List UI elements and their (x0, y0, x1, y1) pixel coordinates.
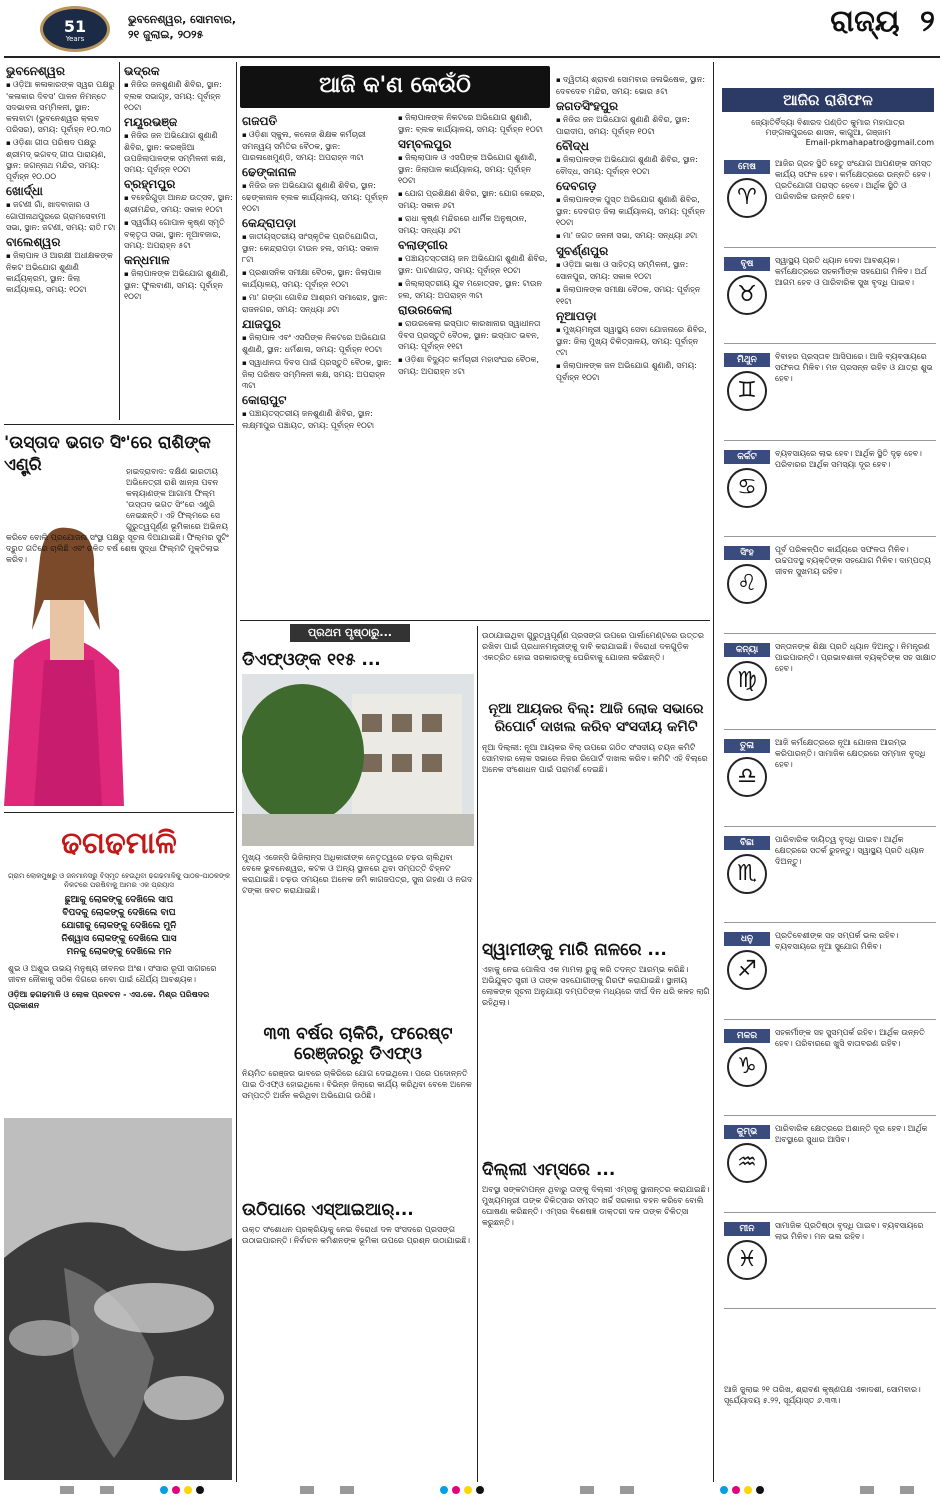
city-heading: ଜଗତସିଂହପୁର (556, 99, 619, 113)
panjika-text: ଆଜି ଜୁଲାଇ ୨୧ ତାରିଖ, ଶ୍ରାବଣ କୃଷ୍ଣପକ୍ଷ ଏକାଦଶୀ, ସୋମବାର। ସୂର୍ଯ୍ୟୋଦୟ ୫.୨୨, ସୂର୍ଯ୍ୟାସ୍ତ ୬.୩୩। (724, 1385, 921, 1405)
proverb-line: ଛୁଆକୁ ଲୋକଙ୍କୁ ଦେଖିଲେ ସାପ (64, 895, 174, 905)
zodiac-symbol-icon: ♏ (727, 854, 767, 894)
zodiac-separator (724, 1019, 936, 1020)
utsav-headline: 'ଉସ୍ତାଦ ଭଗତ ସିଂ'ରେ ରାଶିଙ୍କ ଏଣ୍ଟ୍ରି (4, 433, 211, 475)
city-heading: ଢେଙ୍କାନାଳ (242, 165, 297, 179)
print-registration-strip (0, 1484, 945, 1497)
horoscope-title: ଆଜିର ରାଶିଫଳ (722, 88, 934, 112)
event-item: ▪ ରାଉରକେଲା ଇସ୍ପାତ କାରଖାନାର ସ୍ୱାଧୀନତା ଦିବସ ପ୍ରସ୍ତୁତି ବୈଠକ, ସ୍ଥାନ: ଇସ୍ପାତ ଭବନ, ସମୟ: ପୂର୍ବାହ୍ନ ୧୧ଟା (398, 318, 548, 352)
event-item: ▪ ଓଡ଼ିଆ କଳାକାରଙ୍କ ସ୍ୱର ପକ୍ଷରୁ 'କଳାକାର ଦିବସ' ପାଳନ ନିମନ୍ତେ ସଦଭାବନା ସମ୍ମିଳନୀ, ସ୍ଥାନ: କଳାବାଟା (ଭୁବନେଶ୍ୱର କ୍ଲବ ପରିସର), ସମୟ: ପୂର୍ବାହ୍ନ ୧୦.୩୦ (6, 79, 116, 135)
dfo-headline: ଡିଏଫ୍‌ଓଙ୍କ ୧୧୫ ... (242, 650, 381, 670)
events-col-1 (6, 62, 116, 418)
proverb-line: ମନକୁ ଲୋକଙ୍କୁ ଦେଖିଲେ ମନ (66, 947, 172, 957)
utsav-text: ହାଇଦ୍ରାବାଦ: ଦକ୍ଷିଣ ଭାରତୀୟ ଅଭିନେତ୍ରୀ ରାଶି ଖାନ୍ନା ପବନ କଲ୍ୟାଣଙ୍କ ଆଗାମୀ ଫିଲ୍ମ 'ଉସ୍ତାଦ ଭଗତ ସିଂ'ରେ ଏଣ୍ଟ୍ରି ନେଇଛନ୍ତି। ଏହି ଫିଲ୍ମରେ ସେ ଗୁରୁତ୍ୱପୂର୍ଣ୍ଣ ଭୂମିକାରେ ଅଭିନୟ କରିବେ ବୋଲି ପ୍ରଯୋଜନା ସଂସ୍ଥା ପକ୍ଷରୁ ସୂଚନା ଦିଆଯାଇଛି। ଫିଲ୍ମର ସୁଟିଂ ଦ୍ରୁତ ଗତିରେ ଚାଲିଛି ଏବଂ ଚଳିତ ବର୍ଷ ଶେଷ ସୁଦ୍ଧା ଫିଲ୍ମଟି ମୁକ୍ତିଲାଭ କରିବ। (6, 467, 229, 564)
events-col-2 (124, 62, 234, 418)
zodiac-badge (724, 836, 770, 898)
zodiac-badge (724, 1029, 770, 1091)
zodiac-prediction: ବ୍ୟବସାୟରେ ଲାଭ ହେବ। ଆର୍ଥିକ ସ୍ଥିତି ଦୃଢ଼ ହେବ। ପରିବାରର ଆର୍ଥିକ ସମସ୍ୟା ଦୂର ହେବ। (775, 448, 922, 469)
events-col-5 (556, 74, 710, 619)
zodiac-prediction: ପ୍ରତିବେଶୀଙ୍କ ସହ ସମ୍ପର୍କ ଭଲ ରହିବ। ବ୍ୟବସାୟରେ ନୂଆ ସୁଯୋଗ ମିଳିବ। (775, 931, 899, 951)
event-item: ▪ ନିଜିର ଜନ ଅଭିଯୋଗ ଶୁଣାଣି ଶିବିର, ସ୍ଥାନ: ପାରାଦୀପ, ସମୟ: ପୂର୍ବାହ୍ନ ୧୦ଟା (556, 114, 710, 137)
zodiac-prediction: ବିବାହର ପ୍ରସ୍ତାବ ଆସିପାରେ। ଆଜି ବ୍ୟବସାୟରେ ସଫଳତା ମିଳିବ। ମନ ପ୍ରସନ୍ନ ରହିବ ଓ ଯାତ୍ରା ଶୁଭ ହେବ। (775, 352, 933, 383)
aiims-headline: ଦିଲ୍ଲୀ ଏମ୍ସରେ ... (482, 1160, 616, 1180)
zodiac-name: ବୃଷ (724, 257, 770, 271)
zodiac-symbol-icon: ♓ (727, 1240, 767, 1280)
column-divider (236, 62, 237, 1482)
gray-registration-mark (900, 1486, 914, 1494)
ranger-headline: ୩୩ ବର୍ଷର ଚାକିରି, ଫରେଷ୍ଟ ରେଞ୍ଜରରୁ ଡିଏଫ୍‌ଓ (263, 1024, 453, 1064)
registration-dot (756, 1486, 764, 1494)
registration-dot (172, 1486, 180, 1494)
city-heading: ଖୋର୍ଦ୍ଧା (6, 184, 43, 198)
event-item: ▪ ଜିଲାପାଳ ଏବଂ ଏସପିଙ୍କ ନିକଟରେ ଅଭିଯୋଗ ଶୁଣାଣି, ସ୍ଥାନ: ଧର୍ମଶାଳା, ସମୟ: ପୂର୍ବାହ୍ନ ୧୦ଟା (242, 332, 392, 355)
dhagadhamali-body (8, 872, 230, 1122)
gray-registration-mark (60, 1486, 74, 1494)
zodiac-separator (724, 922, 936, 923)
gray-registration-mark (300, 1486, 314, 1494)
aiims-body: ଅବସ୍ଥା ସଙ୍କଟାପନ୍ନ ଥିବାରୁ ତାଙ୍କୁ ଦିଲ୍ଲୀ ଏମ୍ସକୁ ସ୍ଥାନାନ୍ତର କରାଯାଇଛି। ମୁଖ୍ୟମନ୍ତ୍ରୀ ତାଙ୍କ ଚିକିତ୍ସାର ସମସ୍ତ ଖର୍ଚ୍ଚ ସରକାର ବହନ କରିବେ ବୋଲି ଘୋଷଣା କରିଛନ୍ତି। ଏମ୍ସର ବିଶେଷଜ୍ଞ ଡାକ୍ତରୀ ଦଳ ତାଙ୍କ ଚିକିତ୍ସା କରୁଛନ୍ତି। (482, 1185, 710, 1227)
zodiac-separator (724, 826, 936, 827)
event-item: ▪ ଜିଲାପାଳଙ୍କ ଅଭିଯୋଗ ଶୁଣାଣି ଶିବିର, ସ୍ଥାନ: ବୌଦ୍ଧ, ସମୟ: ପୂର୍ବାହ୍ନ ୧୦ଟା (556, 154, 710, 177)
building-photo (242, 674, 474, 846)
event-item: ▪ ମୁଖ୍ୟମନ୍ତ୍ରୀ ସ୍ୱାସ୍ଥ୍ୟ ସେବା ଯୋଜନାରେ ଶିବିର, ସ୍ଥାନ: ଜିଲା ମୁଖ୍ୟ ଚିକିତ୍ସାଳୟ, ସମୟ: ପୂର୍ବାହ୍ନ ୯ଟା (556, 324, 710, 358)
registration-dot (732, 1486, 740, 1494)
sir-headline: ଉଠିପାରେ ଏସ୍‌ଆଇଆର୍... (242, 1200, 414, 1220)
zodiac-badge (724, 353, 770, 415)
zodiac-separator (724, 440, 936, 441)
zodiac-prediction: ପୂର୍ବ ପରିକଳ୍ପିତ କାର୍ଯ୍ୟରେ ସଫଳତା ମିଳିବ। ଉଚ୍ଚପଦସ୍ଥ ବ୍ୟକ୍ତିଙ୍କ ସହଯୋଗ ମିଳିବ। ଦାମ୍ପତ୍ୟ ଜୀବନ ସୁଖମୟ ରହିବ। (775, 545, 931, 576)
proverb-line: ନିଶ୍ୱାସ ଲୋକଙ୍କୁ ଦେଖିଲେ ଘାସ (61, 934, 177, 944)
city-heading: ବଲାଙ୍ଗୀର (398, 238, 448, 252)
zodiac-symbol-icon: ♑ (727, 1047, 767, 1087)
event-item: ▪ ଓଡ଼ିଶା ବିଦ୍ୟୁତ କର୍ମଚାରୀ ମହାସଂଘର ବୈଠକ, ସମୟ: ଅପରାହ୍ନ ୪ଟା (398, 354, 548, 377)
page-number: ୨ (920, 4, 935, 39)
byline-email: Email-pkmahapatro@gmail.com (805, 138, 934, 147)
dfo-body: ମୁଖ୍ୟ ଏଜେନ୍ସି ଭିଜିଲାନ୍ସ ଅଧିକାରୀଙ୍କ ନେତୃତ୍ୱରେ ଚଢ଼ଉ ଚାଲିଥିବା ବେଳେ ଭୁବନେଶ୍ୱର, କଟକ ଓ ଅନ୍ୟ ସ୍ଥାନରେ ଥିବା ସମ୍ପତ୍ତି ଚିହ୍ନଟ କରାଯାଇଛି। ଚଢ଼ଉ ସମୟରେ ଅନେକ ଜମି କାଗଜପତ୍ର, ସୁନା ଗହଣା ଓ ନଗଦ ଟଙ୍କା ଜବତ କରାଯାଇଛି। (242, 853, 473, 895)
zodiac-symbol-icon: ♉ (727, 275, 767, 315)
city-heading: ରାଉରକେଲା (398, 303, 453, 317)
swami-headline: ସ୍ୱାମୀଙ୍କୁ ମାରି ନାଳରେ ... (482, 940, 667, 960)
zodiac-name: ବିଛା (724, 836, 770, 850)
zodiac-badge (724, 450, 770, 512)
zodiac-separator (724, 1308, 936, 1309)
zodiac-prediction: ପାରିବାରିକ କ୍ଷେତ୍ରରେ ଅଶାନ୍ତି ଦୂର ହେବ। ଆର୍ଥିକ ଅବସ୍ଥାରେ ସୁଧାର ଆସିବ। (775, 1124, 928, 1144)
zodiac-prediction: ସନ୍ତାନଙ୍କ ଶିକ୍ଷା ପ୍ରତି ଧ୍ୟାନ ଦିଅନ୍ତୁ। ନିମନ୍ତ୍ରଣ ପାଇପାରନ୍ତି। ପ୍ରଭାବଶାଳୀ ବ୍ୟକ୍ତିଙ୍କ ସହ ସାକ୍ଷାତ ହେବ। (775, 641, 937, 673)
dhagadhamali-lines (8, 894, 230, 959)
gray-registration-mark (860, 1486, 874, 1494)
zodiac-name: ସିଂହ (724, 546, 770, 560)
event-item: ▪ ମା' ଜଗତ ଜନନୀ ସଭା, ସମୟ: ସନ୍ଧ୍ୟା ୬ଟା (556, 230, 710, 242)
section-title: ରାଜ୍ୟ (830, 4, 900, 39)
zodiac-name: ତୁଳା (724, 739, 770, 753)
event-item: ▪ ସ୍ୱାଧୀନତା ଦିବସ ପାଇଁ ପ୍ରସ୍ତୁତି ବୈଠକ, ସ୍ଥାନ: ଜିଲା ପରିଷଦ ସମ୍ମିଳନୀ କକ୍ଷ, ସମୟ: ଅପରାହ୍ନ ୩ଟା (242, 357, 392, 391)
registration-dot (160, 1486, 168, 1494)
sir-body: ଉକ୍ତ ସଂଶୋଧନ ପ୍ରକ୍ରିୟାକୁ ନେଇ ବିରୋଧୀ ଦଳ ସଂସଦରେ ପ୍ରସଙ୍ଗ ଉଠାଇପାରନ୍ତି। ନିର୍ବାଚନ କମିଶନଙ୍କ ଭୂମିକା ଉପରେ ପ୍ରଶ୍ନ ଉଠାଯାଇଛି। (242, 1225, 470, 1245)
event-item: ▪ ଜିଲାପାଳ ଓ ଆରକ୍ଷୀ ଅଧୀକ୍ଷକଙ୍କ ନିକଟ ଅଭିଯୋଗ ଶୁଣାଣି କାର୍ଯ୍ୟକ୍ରମ, ସ୍ଥାନ: ଜିଲା କାର୍ଯ୍ୟାଳୟ, ସମୟ: ୧୦ଟା (6, 250, 116, 295)
zodiac-symbol-icon: ♌ (727, 564, 767, 604)
city-heading: ବାଲେଶ୍ୱର (6, 235, 61, 249)
event-item: ▪ ନିଜିର ଜନଶୁଣାଣି ଶିବିର, ସ୍ଥାନ: ବ୍ଲକ ସଭାଗୃହ, ସମୟ: ପୂର୍ବାହ୍ନ ୧୦ଟା (124, 79, 234, 113)
logo-years: 51 (63, 17, 87, 36)
registration-dot (196, 1486, 204, 1494)
event-item: ▪ ଓଡ଼ିଆ ଭାଷା ଓ ସାହିତ୍ୟ ସମ୍ମିଳନୀ, ସ୍ଥାନ: ସୋନପୁର, ସମୟ: ସକାଳ ୧୦ଟା (556, 259, 710, 282)
zodiac-symbol-icon: ♊ (727, 371, 767, 411)
zodiac-name: ମିଥୁନ (724, 353, 770, 367)
satellite-weather-image (4, 1118, 232, 1480)
event-item: ▪ ସ୍ୱର୍ଗୀୟ ଗୋପାଳ କୃଷ୍ଣ ସ୍ମୃତି ବକ୍ତୃତା ସଭା, ସ୍ଥାନ: ନୂଆବଜାର, ସମୟ: ଅପରାହ୍ନ ୫ଟା (124, 217, 234, 251)
dhagadhamali-title: ଢଗଢମାଳି (61, 826, 177, 861)
proverb-line: ବିପଦକୁ ଲୋକଙ୍କୁ ଦେଖିଲେ ବାଘ (62, 908, 176, 918)
registration-dot (476, 1486, 484, 1494)
zodiac-separator (724, 247, 936, 248)
zodiac-symbol-icon: ♒ (727, 1143, 767, 1183)
event-item: ▪ ବହେରିଗୁଡ଼ା ଆନନ୍ଦ ଉତ୍ସବ, ସ୍ଥାନ: ଶ୍ରୀମନ୍ଦିର, ସମୟ: ସକାଳ ୧୦ଟା (124, 192, 234, 215)
event-item: ▪ ଓଡ଼ିଶା ସ୍କୁଲ, କଲେଜ ଶିକ୍ଷକ କର୍ମଚାରୀ ସମନ୍ୱୟ ସମିତିର ବୈଠକ, ସ୍ଥାନ: ପାରଳାଖେମୁଣ୍ଡି, ସମୟ: ଅପରାହ୍ନ ୩ଟା (242, 129, 392, 163)
registration-dot (744, 1486, 752, 1494)
zodiac-badge (724, 1125, 770, 1187)
zodiac-prediction: ସ୍ୱାସ୍ଥ୍ୟ ପ୍ରତି ଧ୍ୟାନ ଦେବା ଆବଶ୍ୟକ। କର୍ମକ୍ଷେତ୍ରରେ ସହକର୍ମୀଙ୍କ ସହଯୋଗ ମିଳିବ। ଅର୍ଥ ଆଗମ ହେବ ଓ ପାରିବାରିକ ସୁଖ ବୃଦ୍ଧି ପାଇବ। (775, 255, 927, 287)
column-divider (119, 62, 120, 420)
income-tax-body: ନୂଆ ଦିଲ୍ଲୀ: ନୂଆ ଆୟକର ବିଲ୍ ଉପରେ ଗଠିତ ସଂସଦୀୟ ଚୟନ କମିଟି ସୋମବାର ଲୋକ ସଭାରେ ନିଜର ରିପୋର୍ଟ ଦାଖଲ କରିବ। କମିଟି ଏହି ବିଲ୍‌ରେ ଅନେକ ସଂଶୋଧନ ପାଇଁ ପରାମର୍ଶ ଦେଇଛି। (482, 743, 708, 774)
event-item: ▪ ପଞ୍ଚାୟତସ୍ତରୀୟ ଜନଶୁଣାଣି ଶିବିର, ସ୍ଥାନ: ଲକ୍ଷ୍ମୀପୁର ପଞ୍ଚାୟତ, ସମୟ: ପୂର୍ବାହ୍ନ ୧୦ଟା (242, 408, 392, 431)
city-heading: ଯାଜପୁର (242, 317, 281, 331)
city-heading: ଗଜପତି (242, 114, 278, 128)
zodiac-separator (724, 1115, 936, 1116)
registration-dot (452, 1486, 460, 1494)
section-divider (4, 424, 234, 425)
zodiac-separator (724, 729, 936, 730)
zodiac-prediction: ସହକର୍ମୀଙ୍କ ସହ ସୁସମ୍ପର୍କ ରହିବ। ଆର୍ଥିକ ଉନ୍ନତି ହେବ। ପରିବାରରେ ଖୁସି ବାତାବରଣ ରହିବ। (775, 1027, 925, 1048)
event-item: ▪ ଜିଲାପାଳଙ୍କ ପୁସ୍ତ ଅଭିଯୋଗ ଶୁଣାଣି ଶିବିର, ସ୍ଥାନ: ଦେବଗଡ଼ ଜିଲା କାର୍ଯ୍ୟାଳୟ, ସମୟ: ପୂର୍ବାହ୍ନ ୧୦ଟା (556, 194, 710, 228)
city-heading: ଭଦ୍ରକ (124, 64, 160, 78)
section-divider (4, 812, 234, 813)
zodiac-symbol-icon: ♈ (727, 178, 767, 218)
city-heading: କୋରାପୁଟ (242, 393, 287, 407)
utsav-body (6, 466, 234, 812)
event-item: ▪ ଜିଲାପାଳଙ୍କ ନିକଟରେ ଅଭିଯୋଗ ଶୁଣାଣି, ସ୍ଥାନ: ବ୍ଲକ କାର୍ଯ୍ୟାଳୟ, ସମୟ: ପୂର୍ବାହ୍ନ ୧୦ଟା (398, 112, 548, 135)
zodiac-prediction: ଆଜିର ଗ୍ରହ ସ୍ଥିତି ହେତୁ ସଂଯୋଗ ଆପଣଙ୍କ ସମସ୍ତ କାର୍ଯ୍ୟ ସଫଳ ହେବ। କର୍ମକ୍ଷେତ୍ରରେ ଉନ୍ନତି ହେବ। ପ୍ରତିଯୋଗୀ ପରାସ୍ତ ହେବେ। ଆର୍ଥିକ ସ୍ଥିତି ଓ ପାରିବାରିକ ଉନ୍ନତି ହେବ। (775, 159, 932, 201)
zodiac-name: ମେଷ (724, 160, 770, 174)
event-item: ▪ ନିଜିର ଜନ ଅଭିଯୋଗ ଶୁଣାଣି ଶିବିର, ସ୍ଥାନ: କରଞ୍ଜିଆ ଉପଜିଲାପାଳଙ୍କ ସମ୍ମିଳନୀ କକ୍ଷ, ସମୟ: ପୂର୍ବାହ୍ନ ୧୦ଟା (124, 130, 234, 175)
city-heading: କେନ୍ଦ୍ରାପଡ଼ା (242, 216, 297, 230)
newspaper-logo (40, 6, 110, 52)
city-heading: ସମ୍ବଲପୁର (398, 137, 452, 151)
parliament-lead: ଉଠାଯାଇଥିବା ଗୁରୁତ୍ୱପୂର୍ଣ୍ଣ ପ୍ରସଙ୍ଗ ଉପରେ ପାର୍ଲାମେଣ୍ଟରେ ଉତ୍ତର ରଖିବା ପାଇଁ ପ୍ରଧାନମନ୍ତ୍ରୀଙ୍କୁ ଦାବି କରାଯାଇଛି। ବିରୋଧୀ ଦଳଗୁଡ଼ିକ ଏକତ୍ରିତ ହୋଇ ସରକାରଙ୍କୁ ଘେରିବାକୁ ଯୋଜନା କରିଛନ୍ତି। (482, 631, 704, 662)
dhagadhamali-text: ଶୁଭ ଓ ଅଶୁଭ ଉଭୟ ମନୁଷ୍ୟ ଜୀବନର ଅଂଶ। ସଂସାର ରୂପୀ ସାଗରରେ ଜୀବନ ନୌକାକୁ ସଠିକ ଦିଗରେ ନେବା ପାଇଁ ଧୈର୍ଯ୍ୟ ଆବଶ୍ୟକ। (8, 964, 217, 984)
zodiac-badge (724, 643, 770, 705)
zodiac-separator (724, 633, 936, 634)
zodiac-badge (724, 160, 770, 222)
event-item: ▪ ଓଡ଼ିଶା ଗୀତା ପରିଷଦ ପକ୍ଷରୁ ଶ୍ରୀମଦ୍ ଭଗବଦ୍ ଗୀତା ପାରାୟଣ, ସ୍ଥାନ: ଜଗନ୍ନାଥ ମନ୍ଦିର, ସମୟ: ପୂର୍ବାହ୍ନ ୧୦.୦୦ (6, 137, 116, 182)
proverb-line: ଯୋଗୀକୁ ଲୋକଙ୍କୁ ଦେଖିଲେ ମୁନି (61, 921, 177, 931)
event-item: ▪ ଜିଲ୍ଲାସ୍ତରୀୟ ଯୁବ ମହୋତ୍ସବ, ସ୍ଥାନ: ଟାଉନ ହଲ, ସମୟ: ଅପରାହ୍ନ ୩ଟା (398, 278, 548, 301)
header-rule (4, 56, 940, 58)
byline-line-2: ମଙ୍ଗଳାପୁରରେ ଶାସନ, କାଗୁଆ, ଗଞ୍ଜାମ (765, 128, 891, 137)
zodiac-name: କୁମ୍ଭ (724, 1125, 770, 1139)
zodiac-prediction: ଆଜି କର୍ମକ୍ଷେତ୍ରରେ ନୂଆ ଯୋଜନା ଆରମ୍ଭ କରିପାରନ୍ତି। ସାମାଜିକ କ୍ଷେତ୍ରରେ ସମ୍ମାନ ବୃଦ୍ଧି ହେବ। (775, 738, 926, 769)
event-item: ▪ ଯୋଗ ପ୍ରଶିକ୍ଷଣ ଶିବିର, ସ୍ଥାନ: ଯୋଗ କେନ୍ଦ୍ର, ସମୟ: ସକାଳ ୬ଟା (398, 188, 548, 211)
zodiac-separator (724, 343, 936, 344)
gray-registration-mark (580, 1486, 594, 1494)
city-heading: ନୂଆପଡ଼ା (556, 309, 597, 323)
city-heading: ଭୁବନେଶ୍ୱର (6, 64, 65, 78)
photo-spacer (6, 466, 126, 526)
event-item: ▪ ପଞ୍ଚାୟତସ୍ତରୀୟ ଜନ ଅଭିଯୋଗ ଶୁଣାଣି ଶିବିର, ସ୍ଥାନ: ପାଟଣାଗଡ଼, ସମୟ: ପୂର୍ବାହ୍ନ ୧୦ଟା (398, 253, 548, 276)
section-header (830, 4, 935, 39)
zodiac-symbol-icon: ♍ (727, 661, 767, 701)
logo-sub: Years (65, 35, 85, 43)
gray-registration-mark (340, 1486, 354, 1494)
registration-dot (464, 1486, 472, 1494)
zodiac-badge (724, 932, 770, 994)
event-item: ▪ ପ୍ରଶାସନିକ ସମୀକ୍ଷା ବୈଠକ, ସ୍ଥାନ: ଜିଲାପାଳ କାର୍ଯ୍ୟାଳୟ, ସମୟ: ପୂର୍ବାହ୍ନ ୧୦ଟା (242, 267, 392, 290)
zodiac-prediction: ସାମାଜିକ ପ୍ରତିଷ୍ଠା ବୃଦ୍ଧି ପାଇବ। ବ୍ୟବସାୟରେ ଲାଭ ମିଳିବ। ମନ ଭଲ ରହିବ। (775, 1220, 924, 1241)
zodiac-name: ଧନୁ (724, 932, 770, 946)
zodiac-separator (724, 1212, 936, 1213)
zodiac-badge (724, 1222, 770, 1284)
zodiac-badge (724, 257, 770, 319)
zodiac-prediction: ପାରିବାରିକ ଦାୟିତ୍ୱ ବୃଦ୍ଧି ପାଇବ। ଆର୍ଥିକ କ୍ଷେତ୍ରରେ ସତର୍କ ରୁହନ୍ତୁ। ସ୍ୱାସ୍ଥ୍ୟ ପ୍ରତି ଧ୍ୟାନ ଦିଅନ୍ତୁ। (775, 834, 925, 866)
zodiac-symbol-icon: ♐ (727, 950, 767, 990)
city-heading: ବ୍ରହ୍ମପୁର (124, 177, 176, 191)
ranger-body: ନିୟମିତ ରେଞ୍ଜର ଭାବରେ ଚାକିରିରେ ଯୋଗ ଦେଇଥିଲେ। ପରେ ପଦୋନ୍ନତି ପାଇ ଡିଏଫ୍‌ଓ ହୋଇଥିଲେ। ବିଭିନ୍ନ ଜିଲାରେ କାର୍ଯ୍ୟ କରିଥିବା ବେଳେ ଅନେକ ସମ୍ପତ୍ତି ଅର୍ଜନ କରିଥିବା ଅଭିଯୋଗ ଉଠିଛି। (242, 1069, 472, 1100)
column-divider (477, 626, 478, 1482)
gray-registration-mark (620, 1486, 634, 1494)
city-heading: ଦେବଗଡ଼ (556, 179, 597, 193)
zodiac-name: କର୍କଟ (724, 450, 770, 464)
city-heading: କନ୍ଧମାଳ (124, 253, 170, 267)
event-item: ▪ ଜାତୀୟସ୍ତରୀୟ ସାଂସ୍କୃତିକ ପ୍ରତିଯୋଗିତା, ସ୍ଥାନ: କେନ୍ଦ୍ରାପଡ଼ା ଟାଉନ ହଲ, ସମୟ: ସକାଳ ୮ଟା (242, 231, 392, 265)
event-item: ▪ ଜିଲ୍ଲାପାଳ ଓ ଏସପିଙ୍କ ଅଭିଯୋଗ ଶୁଣାଣି, ସ୍ଥାନ: ଜିଲାପାଳ କାର୍ଯ୍ୟାଳୟ, ସମୟ: ପୂର୍ବାହ୍ନ ୧୦ଟା (398, 152, 548, 186)
registration-dot (440, 1486, 448, 1494)
event-item: ▪ ରାଧା କୃଷ୍ଣ ମନ୍ଦିରରେ ଧାର୍ମିକ ଅନୁଷ୍ଠାନ, ସମୟ: ସନ୍ଧ୍ୟା ୬ଟା (398, 213, 548, 236)
front-page-continued-tag: ପ୍ରଥମ ପୃଷ୍ଠାରୁ... (290, 624, 410, 642)
event-item: ▪ ଜଟଣୀ ଗାଁ, ଖାଦବାଜାର ଓ ଗୋପୀନାଥପୁରରେ ଗ୍ରାମସେବାମୀ ସଭା, ସ୍ଥାନ: ଜଟଣୀ, ସମୟ: ରାତି ୮ଟା (6, 199, 116, 233)
city-heading: ମୟୂରଭଞ୍ଜ (124, 115, 178, 129)
registration-dot (720, 1486, 728, 1494)
dhagadhamali-credit: ଓଡ଼ିଆ ଢଗଢମାଳି ଓ ଲୋକ ପ୍ରବଚନ - ଏସ.କେ. ମିଶ୍ର ପରିଷଦର ପ୍ରକାଶନ (8, 990, 210, 1010)
event-item: ▪ ଜିଲାପାଳଙ୍କ ଅଭିଯୋଗ ଶୁଣାଣି, ସ୍ଥାନ: ଫୁଲବାଣୀ, ସମୟ: ପୂର୍ବାହ୍ନ ୧୦ଟା (124, 268, 234, 302)
byline-line-1: ଜ୍ୟୋତିର୍ବିଦ୍ୟା ବିଶାରଦ ପଣ୍ଡିତ କୁମାର ମହାପାତ୍ର (751, 118, 905, 127)
zodiac-badge (724, 739, 770, 801)
income-tax-headline: ନୂଆ ଆୟକର ବିଲ୍: ଆଜି ଲୋକ ସଭାରେ ରିପୋର୍ଟ ଦାଖଲ କରିବ ସଂସଦୀୟ କମିଟି (488, 701, 704, 735)
date-line-2: ୨୧ ଜୁଲାଇ, ୨୦୨୫ (128, 28, 204, 41)
event-item: ▪ ଦ୍ୱିତୀୟ ଶ୍ରାବଣ ସୋମବାର ଜଳାଭିଷେକ, ସ୍ଥାନ: ଦେବଦେବ ମନ୍ଦିର, ସମୟ: ଭୋର ୫ଟା (556, 74, 710, 97)
zodiac-separator (724, 536, 936, 537)
dhagadhamali-subtitle: ଗ୍ରାମ ଲୋକମୁଖରୁ ଓ ଜନମାନସରୁ ବିସ୍ମୃତ ହେଉଥିବା ଢଗଢମାଳିକୁ ପାଠକ-ପାଠକଙ୍କ ନିକଟରେ ପରଷିବାକୁ ଆମର ଏକ ପ୍ରୟାସ (8, 872, 230, 889)
column-divider (713, 62, 714, 1482)
header-date (128, 12, 236, 42)
events-col-4 (398, 112, 548, 617)
horoscope-byline (722, 118, 934, 148)
event-item: ▪ ନିଜିର ଜନ ଅଭିଯୋଗ ଶୁଣାଣି ଶିବିର, ସ୍ଥାନ: ଢେଙ୍କାନାଳ ବ୍ଲକ କାର୍ଯ୍ୟାଳୟ, ସମୟ: ପୂର୍ବାହ୍ନ ୧୦ଟା (242, 180, 392, 214)
section-divider (240, 620, 710, 621)
event-item: ▪ ଜିଲାପାଳଙ୍କ ଜନ ଅଭିଯୋଗ ଶୁଣାଣି, ସମୟ: ପୂର୍ବାହ୍ନ ୧୦ଟା (556, 360, 710, 383)
zodiac-name: କନ୍ୟା (724, 643, 770, 657)
registration-dot (184, 1486, 192, 1494)
zodiac-name: ମୀନ (724, 1222, 770, 1236)
event-item: ▪ ଜିଲାପାଳଙ୍କ ସମୀକ୍ଷା ବୈଠକ, ସମୟ: ପୂର୍ବାହ୍ନ ୧୧ଟା (556, 284, 710, 307)
gray-registration-mark (100, 1486, 114, 1494)
zodiac-badge (724, 546, 770, 608)
events-col-3 (242, 112, 392, 617)
city-heading: ସୁବର୍ଣ୍ଣପୁର (556, 244, 609, 258)
event-item: ▪ ମା' ଗଙ୍ଗା ଗୋବିନ୍ଦ ଆଶ୍ରମ ସମାରୋହ, ସ୍ଥାନ: ରାଜନଗର, ସମୟ: ସନ୍ଧ୍ୟା ୬ଟା (242, 292, 392, 315)
date-line-1: ଭୁବନେଶ୍ୱର, ସୋମବାର, (128, 13, 237, 26)
city-heading: ବୌଦ୍ଧ (556, 139, 589, 153)
swami-body: ଏହାକୁ ନେଇ ପୋଲିସ ଏକ ମାମଲା ରୁଜୁ କରି ତଦନ୍ତ ଆରମ୍ଭ କରିଛି। ଅଭିଯୁକ୍ତ ସ୍ତ୍ରୀ ଓ ତାଙ୍କ ସହଯୋଗୀଙ୍କୁ ଗିରଫ କରାଯାଇଛି। ସ୍ଥାନୀୟ ଲୋକଙ୍କ ସୂଚନା ଅନୁଯାୟୀ ଦମ୍ପତିଙ୍କ ମଧ୍ୟରେ ଦୀର୍ଘ ଦିନ ଧରି କଳହ ଲାଗି ରହିଥିଲା। (482, 965, 710, 1007)
zodiac-name: ମକର (724, 1029, 770, 1043)
zodiac-symbol-icon: ♋ (727, 468, 767, 508)
events-banner: ଆଜି କ'ଣ କେଉଁଠି (240, 66, 550, 108)
zodiac-symbol-icon: ♎ (727, 757, 767, 797)
